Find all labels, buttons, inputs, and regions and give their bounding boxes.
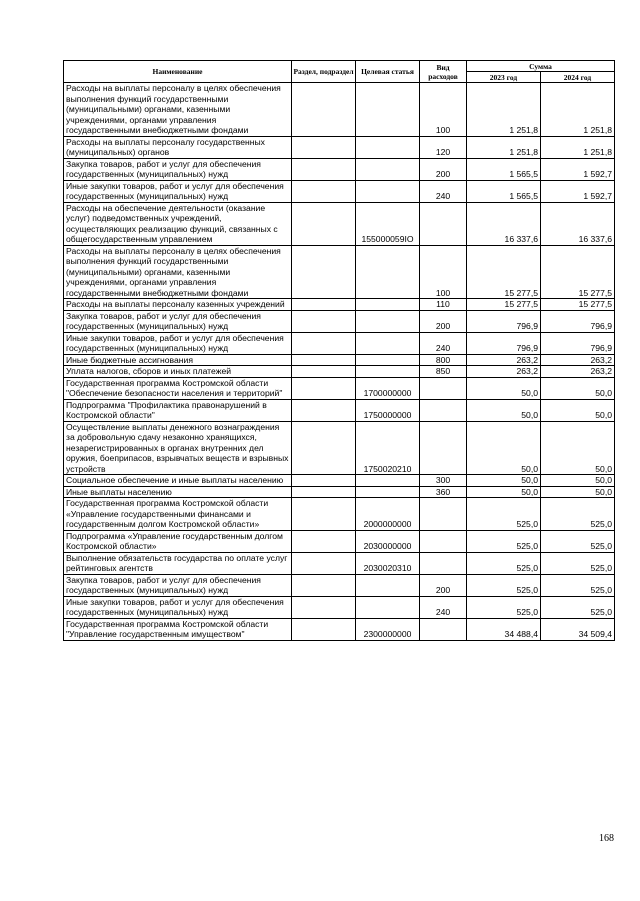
cell-name: Расходы на выплаты персоналу в целях обеспечения выполнения функций государственными (муниципальными) органами, казенными учреждениями, органами управления государственными внебюджетными фондами: [64, 83, 292, 137]
cell-section: [292, 421, 356, 475]
cell-article: [356, 158, 420, 180]
table-row: [64, 299, 615, 311]
cell-expense-type: 300: [420, 475, 467, 487]
cell-expense-type: [420, 498, 467, 531]
cell-article: 2030000000: [356, 530, 420, 552]
cell-article: [356, 180, 420, 202]
cell-amount-2023: 796,9: [467, 310, 541, 332]
table-row: [64, 354, 615, 366]
cell-expense-type: 240: [420, 596, 467, 618]
cell-section: [292, 618, 356, 640]
cell-amount-2023: 263,2: [467, 354, 541, 366]
cell-name: Закупка товаров, работ и услуг для обеспечения государственных (муниципальных) нужд: [64, 310, 292, 332]
cell-name: Государственная программа Костромской области "Управление государственным имуществом": [64, 618, 292, 640]
cell-amount-2024: 50,0: [541, 399, 615, 421]
cell-amount-2024: 525,0: [541, 530, 615, 552]
header-section: Раздел, подраздел: [292, 61, 356, 83]
cell-amount-2023: 50,0: [467, 486, 541, 498]
cell-section: [292, 377, 356, 399]
cell-article: [356, 366, 420, 378]
table-row: [64, 475, 615, 487]
table-row: [64, 310, 615, 332]
cell-article: [356, 83, 420, 137]
cell-amount-2024: 263,2: [541, 366, 615, 378]
cell-expense-type: 360: [420, 486, 467, 498]
table-row: [64, 552, 615, 574]
cell-name: Выполнение обязательств государства по оплате услуг рейтинговых агентств: [64, 552, 292, 574]
cell-amount-2024: 50,0: [541, 421, 615, 475]
cell-amount-2024: 525,0: [541, 552, 615, 574]
cell-expense-type: 200: [420, 158, 467, 180]
cell-section: [292, 530, 356, 552]
cell-name: Подпрограмма "Профилактика правонарушений в Костромской области": [64, 399, 292, 421]
page-number: 168: [599, 833, 614, 844]
cell-section: [292, 83, 356, 137]
cell-amount-2023: 525,0: [467, 498, 541, 531]
cell-amount-2023: 50,0: [467, 475, 541, 487]
cell-expense-type: 120: [420, 136, 467, 158]
table-row: [64, 399, 615, 421]
table-row: [64, 530, 615, 552]
cell-amount-2024: 50,0: [541, 475, 615, 487]
cell-amount-2024: 1 592,7: [541, 158, 615, 180]
header-name: Наименование: [64, 61, 292, 83]
cell-article: [356, 332, 420, 354]
cell-name: Закупка товаров, работ и услуг для обеспечения государственных (муниципальных) нужд: [64, 574, 292, 596]
cell-article: 2300000000: [356, 618, 420, 640]
cell-expense-type: 240: [420, 180, 467, 202]
cell-article: 2000000000: [356, 498, 420, 531]
cell-amount-2023: 796,9: [467, 332, 541, 354]
cell-expense-type: 800: [420, 354, 467, 366]
cell-section: [292, 180, 356, 202]
table-row: [64, 332, 615, 354]
cell-amount-2023: 15 277,5: [467, 245, 541, 299]
cell-article: [356, 486, 420, 498]
table-row: [64, 421, 615, 475]
cell-amount-2024: 796,9: [541, 332, 615, 354]
cell-amount-2024: 50,0: [541, 377, 615, 399]
cell-name: Расходы на обеспечение деятельности (оказание услуг) подведомственных учреждений, осуществляющих реализацию функций, связанных с общегосударственным управлением: [64, 202, 292, 245]
cell-article: [356, 574, 420, 596]
cell-name: Государственная программа Костромской области "Обеспечение безопасности населения и территорий": [64, 377, 292, 399]
cell-section: [292, 332, 356, 354]
cell-name: Государственная программа Костромской области «Управление государственными финансами и государственным долгом Костромской области»: [64, 498, 292, 531]
cell-amount-2023: 263,2: [467, 366, 541, 378]
cell-article: [356, 245, 420, 299]
cell-amount-2023: 1 251,8: [467, 83, 541, 137]
cell-article: 1750000000: [356, 399, 420, 421]
cell-expense-type: 200: [420, 574, 467, 596]
cell-name: Иные выплаты населению: [64, 486, 292, 498]
cell-section: [292, 245, 356, 299]
cell-amount-2023: 16 337,6: [467, 202, 541, 245]
cell-amount-2023: 50,0: [467, 377, 541, 399]
cell-expense-type: 240: [420, 332, 467, 354]
cell-amount-2023: 15 277,5: [467, 299, 541, 311]
cell-name: Иные закупки товаров, работ и услуг для обеспечения государственных (муниципальных) нужд: [64, 332, 292, 354]
table-row: [64, 202, 615, 245]
cell-amount-2023: 525,0: [467, 552, 541, 574]
cell-amount-2024: 16 337,6: [541, 202, 615, 245]
cell-expense-type: 200: [420, 310, 467, 332]
cell-amount-2023: 50,0: [467, 399, 541, 421]
header-sum: Сумма: [467, 61, 615, 72]
cell-section: [292, 299, 356, 311]
cell-section: [292, 310, 356, 332]
cell-name: Уплата налогов, сборов и иных платежей: [64, 366, 292, 378]
cell-amount-2024: 1 592,7: [541, 180, 615, 202]
cell-section: [292, 136, 356, 158]
cell-amount-2023: 1 565,5: [467, 158, 541, 180]
cell-article: [356, 475, 420, 487]
cell-amount-2023: 525,0: [467, 596, 541, 618]
table-row: [64, 158, 615, 180]
table-row: [64, 245, 615, 299]
cell-amount-2024: 525,0: [541, 498, 615, 531]
cell-article: [356, 299, 420, 311]
table-row: [64, 366, 615, 378]
table-row: [64, 83, 615, 137]
cell-name: Иные закупки товаров, работ и услуг для обеспечения государственных (муниципальных) нужд: [64, 180, 292, 202]
header-year-2024: 2024 год: [541, 72, 615, 83]
table-row: [64, 574, 615, 596]
table-row: [64, 596, 615, 618]
cell-amount-2024: 34 509,4: [541, 618, 615, 640]
cell-amount-2024: 15 277,5: [541, 299, 615, 311]
cell-expense-type: [420, 399, 467, 421]
cell-section: [292, 498, 356, 531]
cell-name: Расходы на выплаты персоналу государственных (муниципальных) органов: [64, 136, 292, 158]
cell-section: [292, 354, 356, 366]
cell-amount-2024: 525,0: [541, 596, 615, 618]
cell-section: [292, 475, 356, 487]
cell-section: [292, 366, 356, 378]
cell-amount-2023: 525,0: [467, 530, 541, 552]
cell-article: 1750020210: [356, 421, 420, 475]
cell-section: [292, 574, 356, 596]
table-body: [64, 83, 615, 641]
cell-amount-2024: 796,9: [541, 310, 615, 332]
cell-amount-2024: 525,0: [541, 574, 615, 596]
cell-article: [356, 596, 420, 618]
cell-section: [292, 202, 356, 245]
header-expense-type: Вид расходов: [420, 61, 467, 83]
cell-section: [292, 552, 356, 574]
cell-amount-2023: 525,0: [467, 574, 541, 596]
cell-section: [292, 399, 356, 421]
table-header: [64, 61, 615, 83]
cell-name: Социальное обеспечение и иные выплаты населению: [64, 475, 292, 487]
cell-name: Расходы на выплаты персоналу казенных учреждений: [64, 299, 292, 311]
table-row: [64, 180, 615, 202]
cell-name: Иные бюджетные ассигнования: [64, 354, 292, 366]
cell-amount-2023: 1 251,8: [467, 136, 541, 158]
cell-expense-type: [420, 421, 467, 475]
cell-article: [356, 310, 420, 332]
cell-amount-2024: 50,0: [541, 486, 615, 498]
header-article: Целевая статья: [356, 61, 420, 83]
table-row: [64, 377, 615, 399]
cell-expense-type: [420, 618, 467, 640]
cell-section: [292, 158, 356, 180]
cell-amount-2024: 1 251,8: [541, 83, 615, 137]
cell-article: 155000059IO: [356, 202, 420, 245]
table-row: [64, 136, 615, 158]
cell-expense-type: 110: [420, 299, 467, 311]
cell-expense-type: [420, 202, 467, 245]
cell-expense-type: [420, 552, 467, 574]
cell-article: 2030020310: [356, 552, 420, 574]
cell-amount-2023: 1 565,5: [467, 180, 541, 202]
cell-article: 1700000000: [356, 377, 420, 399]
header-year-2023: 2023 год: [467, 72, 541, 83]
cell-article: [356, 136, 420, 158]
cell-name: Закупка товаров, работ и услуг для обеспечения государственных (муниципальных) нужд: [64, 158, 292, 180]
cell-amount-2023: 34 488,4: [467, 618, 541, 640]
cell-expense-type: [420, 377, 467, 399]
cell-name: Расходы на выплаты персоналу в целях обеспечения выполнения функций государственными (муниципальными) органами, казенными учреждениями, органами управления государственными внебюджетными фондами: [64, 245, 292, 299]
cell-amount-2024: 1 251,8: [541, 136, 615, 158]
cell-expense-type: [420, 530, 467, 552]
cell-article: [356, 354, 420, 366]
cell-expense-type: 850: [420, 366, 467, 378]
budget-table: [63, 60, 615, 641]
table-row: [64, 486, 615, 498]
cell-expense-type: 100: [420, 245, 467, 299]
cell-amount-2024: 15 277,5: [541, 245, 615, 299]
cell-section: [292, 486, 356, 498]
cell-amount-2024: 263,2: [541, 354, 615, 366]
table-row: [64, 498, 615, 531]
cell-amount-2023: 50,0: [467, 421, 541, 475]
cell-expense-type: 100: [420, 83, 467, 137]
cell-name: Подпрограмма «Управление государственным долгом Костромской области»: [64, 530, 292, 552]
cell-section: [292, 596, 356, 618]
table-row: [64, 618, 615, 640]
cell-name: Иные закупки товаров, работ и услуг для обеспечения государственных (муниципальных) нужд: [64, 596, 292, 618]
cell-name: Осуществление выплаты денежного вознаграждения за добровольную сдачу незаконно хранящихся, незарегистрированных в органах внутренних дел оружия, боеприпасов, взрывчатых веществ и взрывных устройств: [64, 421, 292, 475]
